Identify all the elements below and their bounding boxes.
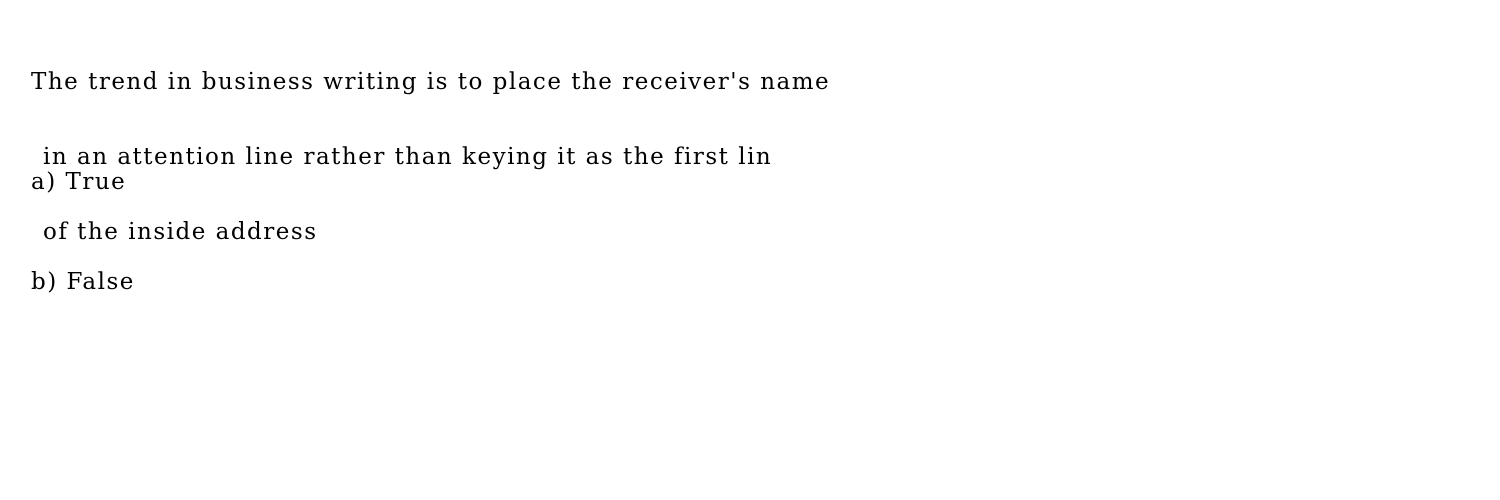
- question-line-2: in an attention line rather than keying it as the first lin: [43, 144, 773, 170]
- option-false[interactable]: b) False: [31, 269, 135, 295]
- question-text: [31, 20, 1431, 270]
- answer-options: [31, 120, 135, 345]
- question-line-3: of the inside address: [43, 219, 318, 245]
- option-true[interactable]: a) True: [31, 169, 127, 195]
- question-line-1: The trend in business writing is to place the receiver's name: [31, 69, 831, 95]
